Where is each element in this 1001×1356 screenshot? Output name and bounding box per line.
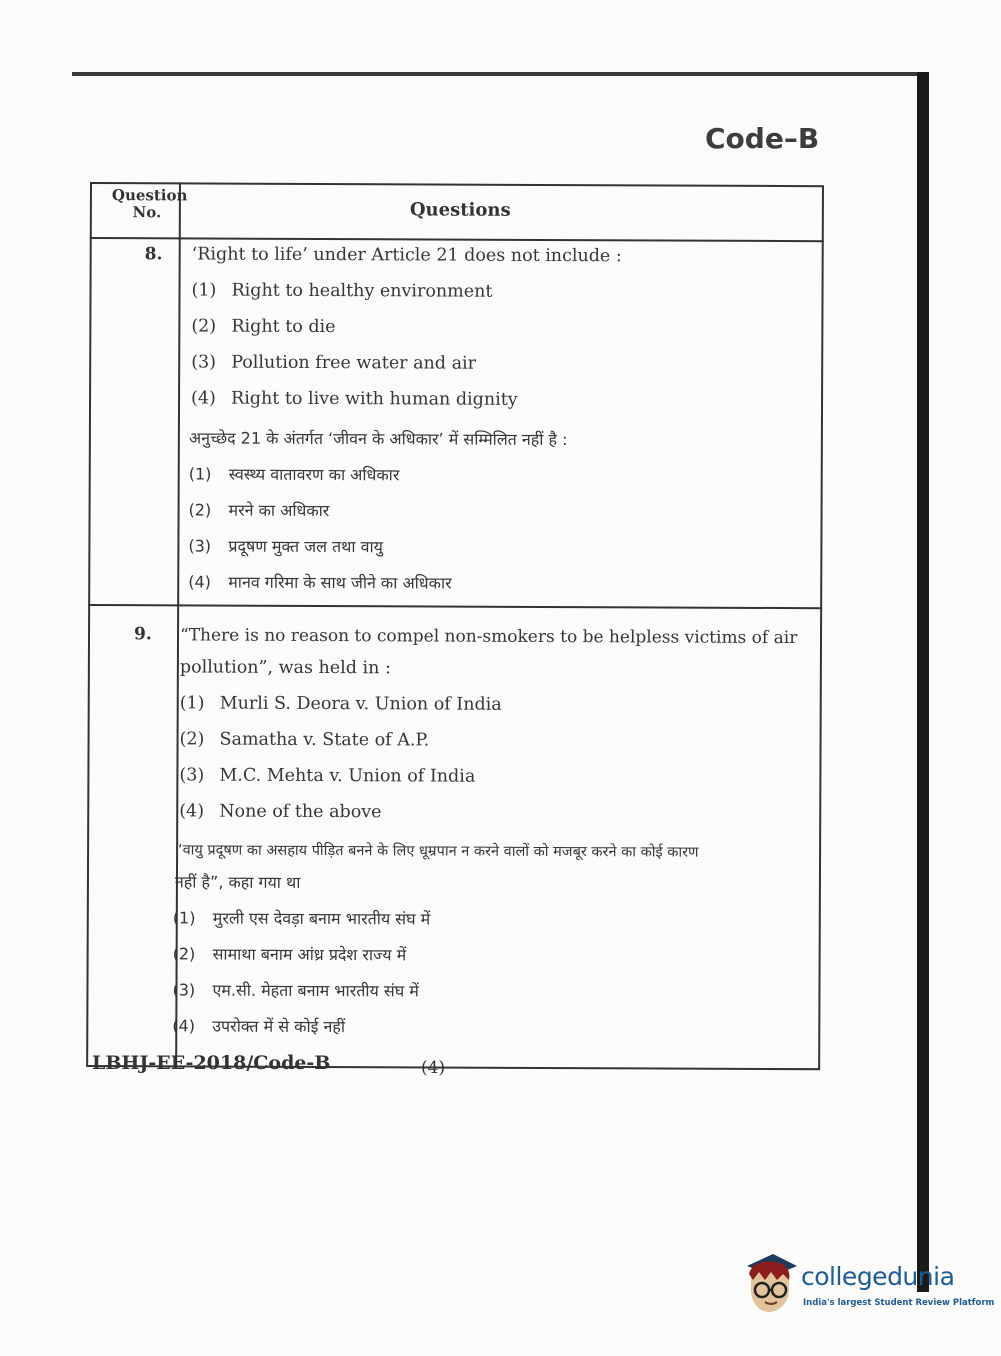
option-text: मरने का अधिकार bbox=[228, 500, 330, 521]
question-text-hi-line2: नहीं है”, कहा गया था bbox=[174, 872, 301, 892]
option-number: (3) bbox=[172, 980, 196, 1000]
question-text-hi-line1: “वायु प्रदूषण का असहाय पीड़ित बनने के लिए धूम्रपान न करने वालों को मजबूर करने का कोई कारण bbox=[175, 842, 699, 861]
option-number: (1) bbox=[188, 464, 212, 484]
option-en bbox=[191, 352, 476, 373]
option-number: (4) bbox=[179, 801, 205, 822]
option-number: (4) bbox=[188, 572, 211, 592]
option-number: (4) bbox=[191, 388, 216, 409]
option-text: सामाथा बनाम आंध्र प्रदेश राज्य में bbox=[212, 944, 407, 965]
option-hi bbox=[188, 534, 383, 557]
option-number: (3) bbox=[188, 536, 212, 556]
scan-edge bbox=[917, 72, 929, 1292]
brand-name: collegedunia bbox=[801, 1262, 955, 1291]
option-hi bbox=[172, 978, 418, 1001]
option-en bbox=[191, 280, 492, 301]
column-header-questions: Questions bbox=[409, 199, 511, 221]
option-hi bbox=[188, 570, 451, 593]
footer-page-number: (4) bbox=[421, 1058, 446, 1078]
option-en bbox=[191, 316, 335, 337]
question-text-en: ‘Right to life’ under Article 21 does not include : bbox=[191, 244, 622, 267]
option-text: M.C. Mehta v. Union of India bbox=[219, 765, 476, 787]
option-text: None of the above bbox=[219, 801, 382, 823]
collegedunia-watermark bbox=[743, 1250, 995, 1320]
option-en bbox=[180, 729, 430, 750]
top-rule bbox=[72, 72, 926, 76]
questions-table bbox=[86, 182, 824, 1070]
option-number: (3) bbox=[179, 765, 205, 786]
option-text: एम.सी. मेहता बनाम भारतीय संघ में bbox=[212, 980, 419, 1001]
option-number: (1) bbox=[179, 693, 205, 714]
question-text-en-line1: “There is no reason to compel non-smokers to be helpless victims of air bbox=[179, 625, 798, 649]
footer-paper-code: LBHJ-EE-2018/Code-B bbox=[92, 1052, 331, 1074]
page-code-title: Code–B bbox=[705, 122, 820, 155]
option-hi bbox=[189, 462, 400, 485]
question-number: 9. bbox=[133, 624, 152, 645]
option-text: मुरली एस देवड़ा बनाम भारतीय संघ में bbox=[212, 908, 431, 929]
option-en bbox=[191, 388, 518, 409]
option-text: Samatha v. State of A.P. bbox=[219, 729, 430, 751]
option-en bbox=[179, 765, 475, 786]
option-number: (2) bbox=[191, 316, 217, 337]
option-text: उपरोक्त में से कोई नहीं bbox=[212, 1016, 346, 1037]
option-number: (2) bbox=[188, 500, 212, 520]
option-number: (2) bbox=[172, 944, 196, 964]
option-text: प्रदूषण मुक्त जल तथा वायु bbox=[228, 536, 384, 557]
option-hi bbox=[173, 942, 407, 965]
question-number: 8. bbox=[144, 244, 163, 265]
option-number: (3) bbox=[191, 352, 217, 373]
option-text: Murli S. Deora v. Union of India bbox=[219, 693, 502, 715]
option-number: (4) bbox=[172, 1016, 196, 1036]
option-text: Right to healthy environment bbox=[231, 280, 493, 302]
column-header-qno: Question No. bbox=[111, 186, 188, 222]
mascot-icon bbox=[743, 1252, 799, 1314]
option-number: (2) bbox=[179, 729, 205, 750]
question-text-hi: अनुच्छेद 21 के अंतर्गत ‘जीवन के अधिकार’ में सम्मिलित नहीं है : bbox=[188, 428, 568, 450]
option-en bbox=[180, 693, 502, 714]
option-text: Right to live with human dignity bbox=[231, 388, 518, 410]
option-number: (1) bbox=[191, 280, 217, 301]
option-en bbox=[179, 801, 381, 822]
option-text: मानव गरिमा के साथ जीने का अधिकार bbox=[228, 572, 452, 593]
option-text: Right to die bbox=[231, 316, 336, 338]
option-hi bbox=[172, 1014, 345, 1037]
option-text: Pollution free water and air bbox=[231, 352, 477, 374]
option-hi bbox=[173, 906, 431, 929]
brand-tagline: India's largest Student Review Platform bbox=[803, 1298, 995, 1308]
question-text-en-line2: pollution”, was held in : bbox=[179, 657, 391, 679]
option-number: (1) bbox=[172, 908, 196, 928]
option-hi bbox=[189, 498, 330, 521]
option-text: स्वस्थ्य वातावरण का अधिकार bbox=[228, 464, 400, 485]
